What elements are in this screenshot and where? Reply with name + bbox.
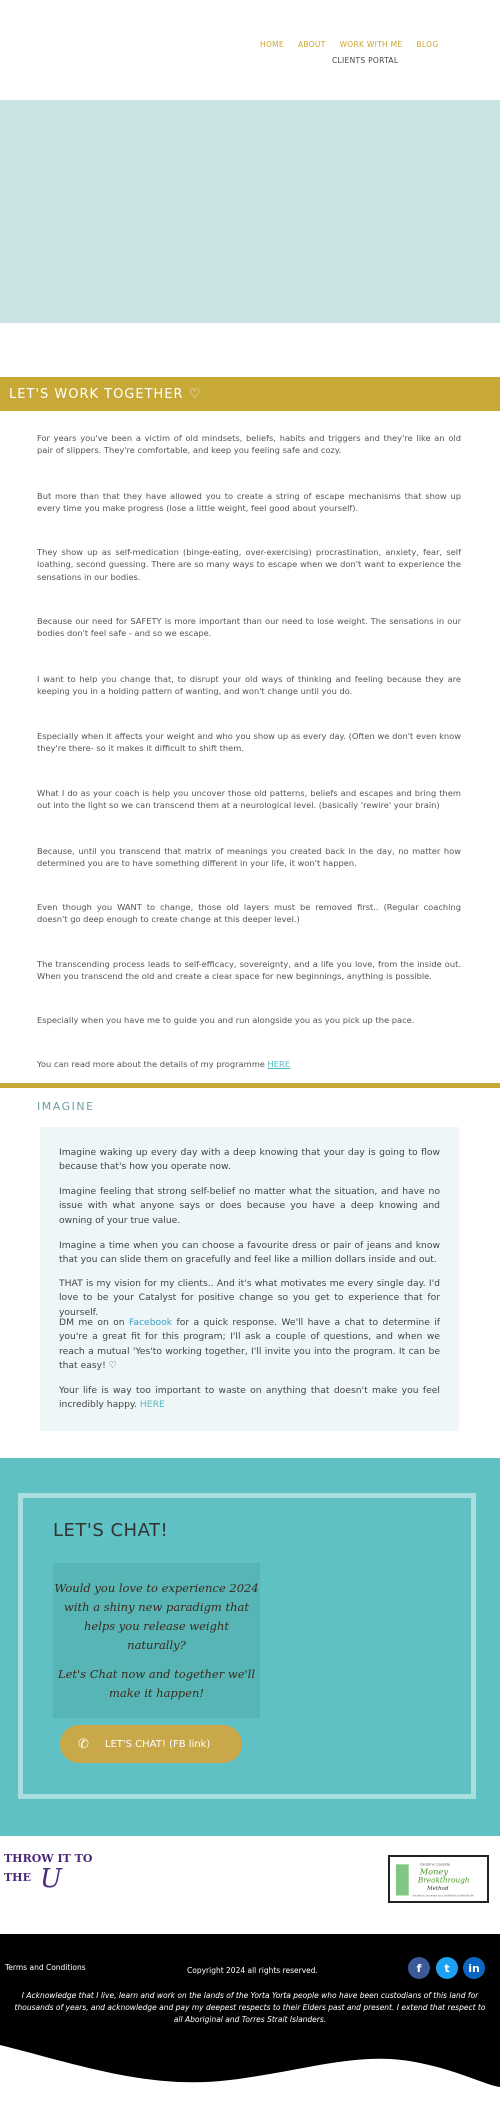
body-paragraph: They show up as self-medication (binge-eating, over-exercising) procrastination, anxiety, fear, self loathing, second guessing. There are so many ways to escape when we don't want to experience the sensations in our bodies. — [37, 547, 461, 582]
wave-shape — [0, 2045, 500, 2111]
programme-here-link[interactable]: HERE — [267, 1059, 291, 1069]
nav-work-with-me[interactable]: WORK WITH ME — [339, 40, 403, 49]
programme-text: You can read more about the details of my programme — [37, 1059, 268, 1069]
body-paragraph: Especially when you have me to guide you and run alongside you as you pick up the pace. — [37, 1015, 415, 1025]
logo-left-line1: THROW IT TO — [4, 1852, 93, 1865]
imagine-paragraph: Imagine a time when you can choose a favourite dress or pair of jeans and know that you can slide them on gracefully and feel like a million dollars inside and out. — [59, 1240, 440, 1266]
nav-clients-portal[interactable]: CLIENTS PORTAL — [332, 56, 399, 65]
logo-right-line3: Breakthrough — [417, 1875, 470, 1885]
imagine-paragraph: Imagine feeling that strong self-belief no matter what the situation, and have no issue with what anyone says or does because you have a deep knowing and owning of your true value. — [59, 1186, 440, 1226]
imagine-life-text: Your life is way too important to waste on anything that doesn't make you feel incredibly happy. — [59, 1385, 440, 1411]
chat-heading: LET'S CHAT! — [53, 1520, 169, 1541]
facebook-icon[interactable]: f — [408, 1957, 430, 1979]
acknowledgement-text: I Acknowledge that I live, learn and work on the lands of the Yorta Yorta people who have been custodians of this land for thousands of years, and acknowledge and pay my deepest respects to their Elders past and present. I extend that respect to all Aboriginal and Torres Strait Islanders. — [14, 1991, 486, 2024]
lets-chat-button-label: LET'S CHAT! (FB link) — [104, 1738, 211, 1750]
footer-wave — [0, 2035, 500, 2111]
hero-banner — [0, 100, 500, 323]
imagine-paragraph: Imagine waking up every day with a deep knowing that your day is going to flow because that's how you operate now. — [59, 1147, 440, 1173]
logo-right-line1: Caroline Cassidy — [419, 1862, 451, 1867]
imagine-dm-text: DM me on on — [59, 1317, 129, 1328]
lets-chat-button[interactable] — [60, 1725, 242, 1763]
nav-home[interactable]: HOME — [260, 40, 284, 49]
phone-icon: ✆ — [78, 1736, 89, 1752]
logo-left-u: U — [40, 1864, 62, 1889]
imagine-here-link[interactable]: HERE — [139, 1399, 165, 1411]
imagine-paragraph — [59, 1316, 440, 1373]
logo-right-line4: Method — [427, 1886, 449, 1892]
body-paragraph: The transcending process leads to self-efficacy, sovereignty, and a life you love, from the inside out. When you transcend the old and create a clear space for new beginnings, anything is possible. — [37, 959, 461, 982]
copyright-text: Copyright 2024 all rights reserved. — [187, 1966, 318, 1975]
body-paragraph: Even though you WANT to change, those old layers must be removed first.. (Regular coaching doesn't go deep enough to create change at this deeper level.) — [37, 902, 461, 925]
logo-plant-icon — [396, 1864, 409, 1895]
body-paragraph: For years you've been a victim of old mindsets, beliefs, habits and triggers and they're like an old pair of slippers. They're comfortable, and keep you feeling safe and cozy. — [37, 433, 461, 456]
throw-it-to-the-u-logo[interactable] — [2, 1849, 102, 1889]
body-paragraph: What I do as your coach is help you uncover those old patterns, beliefs and escapes and bring them out into the light so we can transcend them at a neurological level. (basically 'rewire' your brain) — [37, 788, 461, 811]
imagine-paragraph: THAT is my vision for my clients.. And it's what motivates me every single day. I'd love to be your Catalyst for positive change so you get to experience that for yourself. — [59, 1278, 440, 1318]
body-paragraph: Because our need for SAFETY is more important than our need to lose weight. The sensations in our bodies don't feel safe - and so we escape. — [37, 616, 461, 639]
nav-row — [260, 40, 460, 49]
chat-card-cta: Let's Chat now and together we'll make it happen! — [57, 1666, 256, 1700]
facebook-link[interactable]: Facebook — [128, 1317, 173, 1328]
logo-right-line2: Money — [419, 1866, 448, 1877]
logo-right-tagline: Secrets to Increase Your Self-Worth & Net Worth — [412, 1894, 474, 1898]
terms-link[interactable]: Terms and Conditions — [5, 1963, 86, 1972]
imagine-heading: IMAGINE — [37, 1100, 95, 1113]
nav-about[interactable]: ABOUT — [297, 40, 326, 49]
banner-title: LET'S WORK TOGETHER ♡ — [9, 386, 202, 402]
main-nav — [260, 40, 460, 65]
chat-card — [53, 1563, 260, 1718]
money-breakthrough-logo[interactable] — [388, 1855, 489, 1903]
twitter-icon[interactable]: t — [436, 1957, 458, 1979]
work-together-banner — [0, 377, 500, 411]
body-paragraph: I want to help you change that, to disrupt your old ways of thinking and feeling because they are keeping you in a holding pattern of wanting, and won't change until you do. — [37, 674, 461, 697]
linkedin-icon[interactable]: in — [463, 1957, 485, 1979]
chat-card-question: Would you love to experience 2024 with a shiny new paradigm that helps you release weight naturally? — [54, 1580, 259, 1652]
programme-paragraph — [37, 1058, 461, 1070]
gold-divider — [0, 1083, 500, 1088]
logo-left-line2: THE — [4, 1871, 31, 1884]
body-paragraph: Especially when it affects your weight and who you show up as every day. (Often we don't even know they're there- so it makes it difficult to shift them. — [37, 731, 461, 754]
imagine-paragraph — [59, 1384, 440, 1413]
imagine-dm-text-rest: for a quick response. We'll have a chat to determine if you're a great fit for this program; I'll ask a couple of questions, and when we reach a mutual 'Yes'to working together, I'll invite you into the program. It can be that easy! ♡ — [59, 1317, 440, 1371]
nav-blog[interactable]: BLOG — [416, 40, 439, 49]
body-paragraph: Because, until you transcend that matrix of meanings you created back in the day, no matter how determined you are to have something different in your life, it won't happen. — [37, 846, 461, 869]
body-paragraph: But more than that they have allowed you to create a string of escape mechanisms that show up every time you make progress (lose a little weight, feel good about yourself). — [37, 491, 461, 514]
